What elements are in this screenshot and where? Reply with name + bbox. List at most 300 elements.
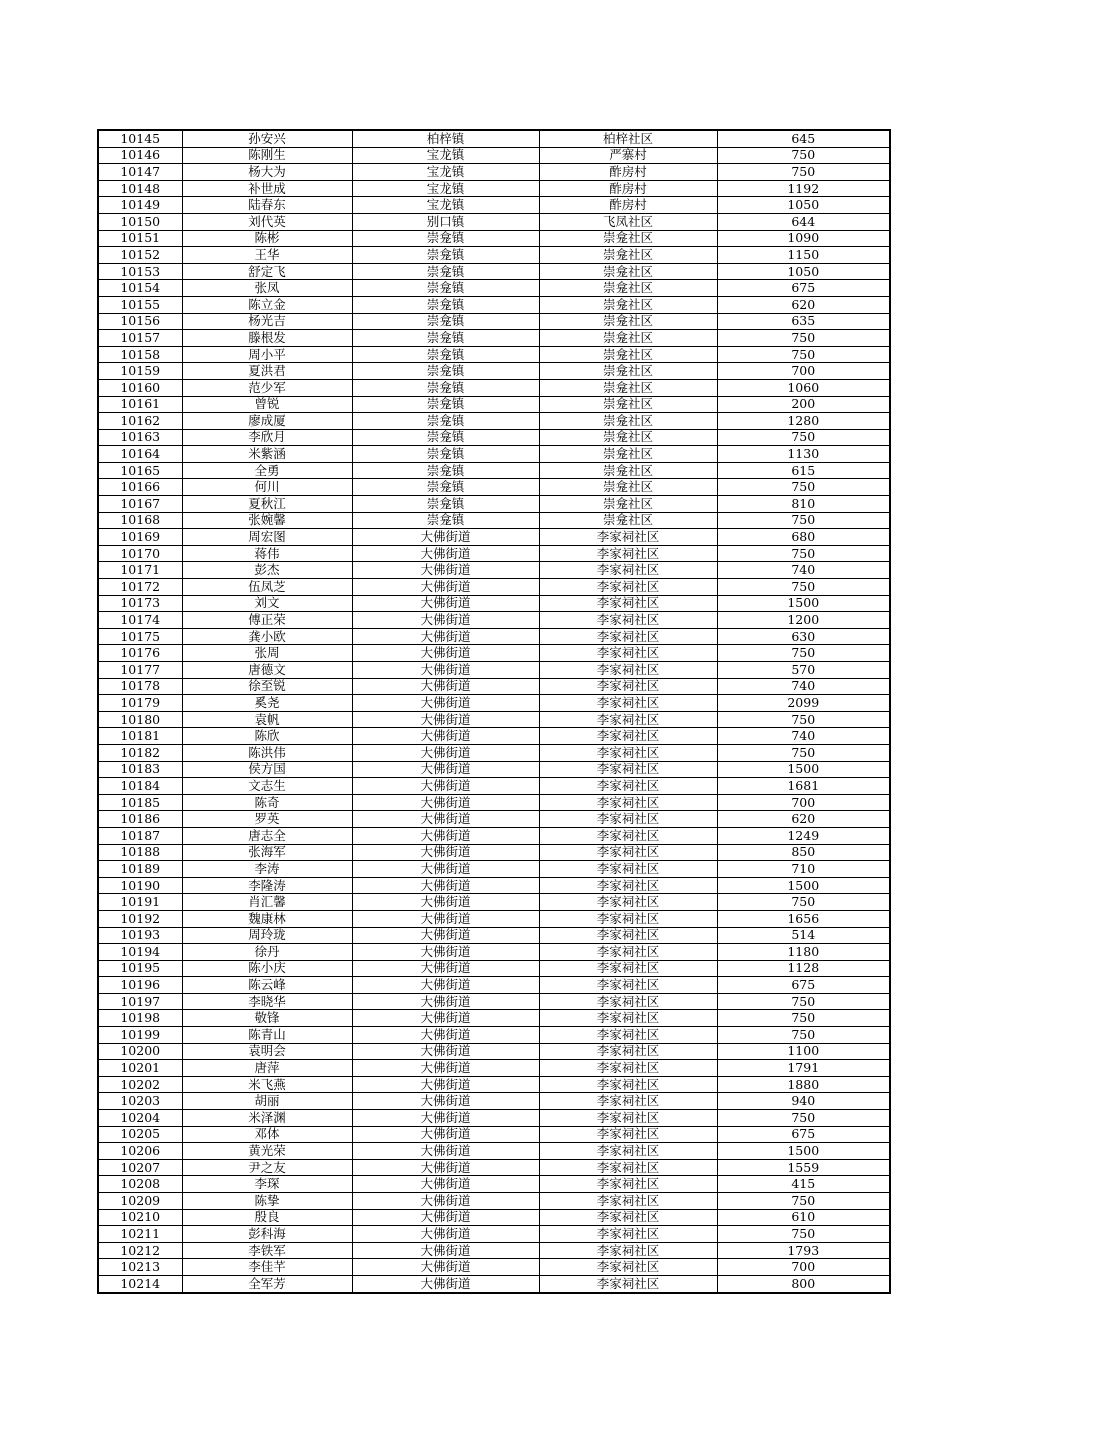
community-cell: 崇龛社区 xyxy=(539,263,717,280)
name-cell: 全勇 xyxy=(182,462,352,479)
name-cell: 徐丹 xyxy=(182,944,352,961)
table-row xyxy=(98,230,890,247)
town-cell: 大佛街道 xyxy=(352,1093,539,1110)
community-cell: 崇龛社区 xyxy=(539,379,717,396)
amount-cell: 620 xyxy=(717,296,890,313)
town-cell: 崇龛镇 xyxy=(352,379,539,396)
amount-cell: 700 xyxy=(717,1259,890,1276)
table-row xyxy=(98,164,890,181)
name-cell: 陆春东 xyxy=(182,197,352,214)
table-row xyxy=(98,960,890,977)
name-cell: 滕根发 xyxy=(182,330,352,347)
amount-cell: 1150 xyxy=(717,247,890,264)
community-cell: 李家祠社区 xyxy=(539,1193,717,1210)
name-cell: 孙安兴 xyxy=(182,130,352,147)
community-cell: 李家祠社区 xyxy=(539,645,717,662)
name-cell: 龚小欧 xyxy=(182,628,352,645)
community-cell: 李家祠社区 xyxy=(539,910,717,927)
town-cell: 大佛街道 xyxy=(352,711,539,728)
data-table xyxy=(97,129,891,1294)
community-cell: 李家祠社区 xyxy=(539,1275,717,1292)
amount-cell: 750 xyxy=(717,479,890,496)
table-row xyxy=(98,1193,890,1210)
name-cell: 米飞燕 xyxy=(182,1076,352,1093)
name-cell: 罗英 xyxy=(182,811,352,828)
table-row xyxy=(98,280,890,297)
amount-cell: 615 xyxy=(717,462,890,479)
amount-cell: 750 xyxy=(717,147,890,164)
amount-cell: 1656 xyxy=(717,910,890,927)
amount-cell: 750 xyxy=(717,429,890,446)
name-cell: 周小平 xyxy=(182,346,352,363)
town-cell: 大佛街道 xyxy=(352,1242,539,1259)
amount-cell: 1791 xyxy=(717,1060,890,1077)
community-cell: 酢房村 xyxy=(539,164,717,181)
community-cell: 李家祠社区 xyxy=(539,711,717,728)
table-row xyxy=(98,861,890,878)
record-id-cell: 10208 xyxy=(98,1176,182,1193)
name-cell: 陈云峰 xyxy=(182,977,352,994)
town-cell: 大佛街道 xyxy=(352,794,539,811)
amount-cell: 740 xyxy=(717,678,890,695)
table-row xyxy=(98,678,890,695)
table-row xyxy=(98,844,890,861)
community-cell: 崇龛社区 xyxy=(539,512,717,529)
town-cell: 大佛街道 xyxy=(352,1060,539,1077)
town-cell: 别口镇 xyxy=(352,213,539,230)
record-id-cell: 10207 xyxy=(98,1159,182,1176)
name-cell: 陈青山 xyxy=(182,1027,352,1044)
name-cell: 李琛 xyxy=(182,1176,352,1193)
town-cell: 大佛街道 xyxy=(352,595,539,612)
table-row xyxy=(98,662,890,679)
record-id-cell: 10192 xyxy=(98,910,182,927)
name-cell: 陈立金 xyxy=(182,296,352,313)
record-id-cell: 10193 xyxy=(98,927,182,944)
table-row xyxy=(98,794,890,811)
name-cell: 胡丽 xyxy=(182,1093,352,1110)
table-row xyxy=(98,197,890,214)
amount-cell: 1500 xyxy=(717,595,890,612)
town-cell: 大佛街道 xyxy=(352,545,539,562)
amount-cell: 850 xyxy=(717,844,890,861)
town-cell: 大佛街道 xyxy=(352,894,539,911)
record-id-cell: 10180 xyxy=(98,711,182,728)
community-cell: 李家祠社区 xyxy=(539,728,717,745)
amount-cell: 1060 xyxy=(717,379,890,396)
name-cell: 伍凤芝 xyxy=(182,579,352,596)
community-cell: 李家祠社区 xyxy=(539,562,717,579)
record-id-cell: 10205 xyxy=(98,1126,182,1143)
table-row xyxy=(98,479,890,496)
amount-cell: 200 xyxy=(717,396,890,413)
amount-cell: 750 xyxy=(717,579,890,596)
record-id-cell: 10145 xyxy=(98,130,182,147)
record-id-cell: 10170 xyxy=(98,545,182,562)
community-cell: 李家祠社区 xyxy=(539,662,717,679)
town-cell: 大佛街道 xyxy=(352,960,539,977)
name-cell: 殷良 xyxy=(182,1209,352,1226)
record-id-cell: 10151 xyxy=(98,230,182,247)
table-row xyxy=(98,379,890,396)
amount-cell: 710 xyxy=(717,861,890,878)
community-cell: 崇龛社区 xyxy=(539,346,717,363)
name-cell: 唐德文 xyxy=(182,662,352,679)
community-cell: 李家祠社区 xyxy=(539,1093,717,1110)
record-id-cell: 10154 xyxy=(98,280,182,297)
table-row xyxy=(98,645,890,662)
table-row xyxy=(98,628,890,645)
amount-cell: 1050 xyxy=(717,263,890,280)
table-row xyxy=(98,1043,890,1060)
community-cell: 李家祠社区 xyxy=(539,1143,717,1160)
name-cell: 杨大为 xyxy=(182,164,352,181)
record-id-cell: 10176 xyxy=(98,645,182,662)
town-cell: 崇龛镇 xyxy=(352,280,539,297)
name-cell: 袁明会 xyxy=(182,1043,352,1060)
community-cell: 崇龛社区 xyxy=(539,313,717,330)
amount-cell: 750 xyxy=(717,894,890,911)
town-cell: 大佛街道 xyxy=(352,944,539,961)
community-cell: 崇龛社区 xyxy=(539,462,717,479)
record-id-cell: 10201 xyxy=(98,1060,182,1077)
community-cell: 李家祠社区 xyxy=(539,612,717,629)
record-id-cell: 10164 xyxy=(98,446,182,463)
table-row xyxy=(98,827,890,844)
community-cell: 李家祠社区 xyxy=(539,529,717,546)
community-cell: 李家祠社区 xyxy=(539,944,717,961)
town-cell: 大佛街道 xyxy=(352,861,539,878)
name-cell: 唐萍 xyxy=(182,1060,352,1077)
town-cell: 大佛街道 xyxy=(352,744,539,761)
amount-cell: 750 xyxy=(717,1027,890,1044)
table-row xyxy=(98,977,890,994)
record-id-cell: 10197 xyxy=(98,993,182,1010)
table-row xyxy=(98,296,890,313)
table-row xyxy=(98,446,890,463)
name-cell: 肖汇馨 xyxy=(182,894,352,911)
town-cell: 宝龙镇 xyxy=(352,164,539,181)
town-cell: 大佛街道 xyxy=(352,1193,539,1210)
record-id-cell: 10163 xyxy=(98,429,182,446)
table-row xyxy=(98,695,890,712)
community-cell: 李家祠社区 xyxy=(539,678,717,695)
name-cell: 李晓华 xyxy=(182,993,352,1010)
table-row xyxy=(98,894,890,911)
table-row xyxy=(98,579,890,596)
town-cell: 大佛街道 xyxy=(352,1176,539,1193)
town-cell: 大佛街道 xyxy=(352,1126,539,1143)
table-row xyxy=(98,744,890,761)
name-cell: 何川 xyxy=(182,479,352,496)
town-cell: 大佛街道 xyxy=(352,1159,539,1176)
record-id-cell: 10162 xyxy=(98,413,182,430)
name-cell: 李佳芊 xyxy=(182,1259,352,1276)
amount-cell: 635 xyxy=(717,313,890,330)
record-id-cell: 10199 xyxy=(98,1027,182,1044)
amount-cell: 1681 xyxy=(717,778,890,795)
town-cell: 大佛街道 xyxy=(352,927,539,944)
record-id-cell: 10169 xyxy=(98,529,182,546)
town-cell: 大佛街道 xyxy=(352,695,539,712)
record-id-cell: 10198 xyxy=(98,1010,182,1027)
town-cell: 大佛街道 xyxy=(352,662,539,679)
name-cell: 彭科海 xyxy=(182,1226,352,1243)
community-cell: 崇龛社区 xyxy=(539,413,717,430)
record-id-cell: 10183 xyxy=(98,761,182,778)
town-cell: 大佛街道 xyxy=(352,1110,539,1127)
record-id-cell: 10161 xyxy=(98,396,182,413)
town-cell: 大佛街道 xyxy=(352,844,539,861)
name-cell: 敬锋 xyxy=(182,1010,352,1027)
record-id-cell: 10174 xyxy=(98,612,182,629)
name-cell: 补世成 xyxy=(182,180,352,197)
amount-cell: 700 xyxy=(717,794,890,811)
record-id-cell: 10171 xyxy=(98,562,182,579)
town-cell: 大佛街道 xyxy=(352,811,539,828)
record-id-cell: 10172 xyxy=(98,579,182,596)
amount-cell: 1280 xyxy=(717,413,890,430)
community-cell: 李家祠社区 xyxy=(539,960,717,977)
amount-cell: 750 xyxy=(717,645,890,662)
community-cell: 李家祠社区 xyxy=(539,1027,717,1044)
record-id-cell: 10177 xyxy=(98,662,182,679)
table-row xyxy=(98,363,890,380)
table-row xyxy=(98,1076,890,1093)
table-row xyxy=(98,529,890,546)
record-id-cell: 10194 xyxy=(98,944,182,961)
community-cell: 崇龛社区 xyxy=(539,363,717,380)
community-cell: 李家祠社区 xyxy=(539,1126,717,1143)
town-cell: 大佛街道 xyxy=(352,1259,539,1276)
table-row xyxy=(98,313,890,330)
amount-cell: 740 xyxy=(717,562,890,579)
amount-cell: 514 xyxy=(717,927,890,944)
record-id-cell: 10148 xyxy=(98,180,182,197)
community-cell: 李家祠社区 xyxy=(539,595,717,612)
amount-cell: 750 xyxy=(717,993,890,1010)
record-id-cell: 10203 xyxy=(98,1093,182,1110)
amount-cell: 750 xyxy=(717,330,890,347)
community-cell: 李家祠社区 xyxy=(539,628,717,645)
amount-cell: 1880 xyxy=(717,1076,890,1093)
record-id-cell: 10212 xyxy=(98,1242,182,1259)
community-cell: 崇龛社区 xyxy=(539,330,717,347)
amount-cell: 1128 xyxy=(717,960,890,977)
name-cell: 陈小庆 xyxy=(182,960,352,977)
community-cell: 崇龛社区 xyxy=(539,496,717,513)
town-cell: 崇龛镇 xyxy=(352,446,539,463)
table-body xyxy=(98,130,890,1293)
table-row xyxy=(98,263,890,280)
record-id-cell: 10160 xyxy=(98,379,182,396)
name-cell: 杨光吉 xyxy=(182,313,352,330)
record-id-cell: 10213 xyxy=(98,1259,182,1276)
record-id-cell: 10189 xyxy=(98,861,182,878)
record-id-cell: 10196 xyxy=(98,977,182,994)
town-cell: 柏梓镇 xyxy=(352,130,539,147)
table-row xyxy=(98,180,890,197)
town-cell: 大佛街道 xyxy=(352,1010,539,1027)
table-row xyxy=(98,910,890,927)
record-id-cell: 10187 xyxy=(98,827,182,844)
community-cell: 李家祠社区 xyxy=(539,861,717,878)
community-cell: 李家祠社区 xyxy=(539,1159,717,1176)
record-id-cell: 10153 xyxy=(98,263,182,280)
community-cell: 李家祠社区 xyxy=(539,977,717,994)
town-cell: 大佛街道 xyxy=(352,1043,539,1060)
record-id-cell: 10173 xyxy=(98,595,182,612)
community-cell: 崇龛社区 xyxy=(539,429,717,446)
record-id-cell: 10157 xyxy=(98,330,182,347)
name-cell: 唐志全 xyxy=(182,827,352,844)
amount-cell: 740 xyxy=(717,728,890,745)
town-cell: 大佛街道 xyxy=(352,628,539,645)
community-cell: 李家祠社区 xyxy=(539,1043,717,1060)
record-id-cell: 10175 xyxy=(98,628,182,645)
town-cell: 宝龙镇 xyxy=(352,197,539,214)
table-row xyxy=(98,811,890,828)
community-cell: 李家祠社区 xyxy=(539,579,717,596)
name-cell: 魏康林 xyxy=(182,910,352,927)
town-cell: 崇龛镇 xyxy=(352,363,539,380)
amount-cell: 750 xyxy=(717,1226,890,1243)
name-cell: 陈挚 xyxy=(182,1193,352,1210)
town-cell: 大佛街道 xyxy=(352,678,539,695)
amount-cell: 1050 xyxy=(717,197,890,214)
table-row xyxy=(98,496,890,513)
name-cell: 范少军 xyxy=(182,379,352,396)
community-cell: 酢房村 xyxy=(539,180,717,197)
community-cell: 李家祠社区 xyxy=(539,844,717,861)
table-row xyxy=(98,761,890,778)
record-id-cell: 10167 xyxy=(98,496,182,513)
record-id-cell: 10185 xyxy=(98,794,182,811)
name-cell: 袁帆 xyxy=(182,711,352,728)
record-id-cell: 10200 xyxy=(98,1043,182,1060)
record-id-cell: 10165 xyxy=(98,462,182,479)
record-id-cell: 10150 xyxy=(98,213,182,230)
name-cell: 舒定飞 xyxy=(182,263,352,280)
town-cell: 大佛街道 xyxy=(352,910,539,927)
community-cell: 李家祠社区 xyxy=(539,811,717,828)
name-cell: 陈奇 xyxy=(182,794,352,811)
amount-cell: 750 xyxy=(717,1193,890,1210)
name-cell: 侯方国 xyxy=(182,761,352,778)
community-cell: 崇龛社区 xyxy=(539,446,717,463)
town-cell: 大佛街道 xyxy=(352,1226,539,1243)
town-cell: 崇龛镇 xyxy=(352,512,539,529)
table-row xyxy=(98,993,890,1010)
amount-cell: 1180 xyxy=(717,944,890,961)
community-cell: 李家祠社区 xyxy=(539,744,717,761)
table-row xyxy=(98,462,890,479)
name-cell: 张婉馨 xyxy=(182,512,352,529)
community-cell: 李家祠社区 xyxy=(539,1110,717,1127)
community-cell: 李家祠社区 xyxy=(539,761,717,778)
town-cell: 大佛街道 xyxy=(352,728,539,745)
amount-cell: 645 xyxy=(717,130,890,147)
record-id-cell: 10191 xyxy=(98,894,182,911)
town-cell: 崇龛镇 xyxy=(352,413,539,430)
amount-cell: 675 xyxy=(717,977,890,994)
community-cell: 柏梓社区 xyxy=(539,130,717,147)
name-cell: 张凤 xyxy=(182,280,352,297)
amount-cell: 1100 xyxy=(717,1043,890,1060)
record-id-cell: 10206 xyxy=(98,1143,182,1160)
town-cell: 崇龛镇 xyxy=(352,429,539,446)
amount-cell: 750 xyxy=(717,346,890,363)
table-row xyxy=(98,247,890,264)
name-cell: 曾锐 xyxy=(182,396,352,413)
town-cell: 宝龙镇 xyxy=(352,147,539,164)
table-row xyxy=(98,612,890,629)
town-cell: 崇龛镇 xyxy=(352,462,539,479)
community-cell: 李家祠社区 xyxy=(539,1226,717,1243)
table-row xyxy=(98,512,890,529)
amount-cell: 620 xyxy=(717,811,890,828)
amount-cell: 750 xyxy=(717,545,890,562)
name-cell: 蒋伟 xyxy=(182,545,352,562)
table-row xyxy=(98,927,890,944)
name-cell: 黄光荣 xyxy=(182,1143,352,1160)
amount-cell: 675 xyxy=(717,1126,890,1143)
community-cell: 崇龛社区 xyxy=(539,396,717,413)
community-cell: 李家祠社区 xyxy=(539,927,717,944)
table-row xyxy=(98,545,890,562)
town-cell: 崇龛镇 xyxy=(352,313,539,330)
name-cell: 张海军 xyxy=(182,844,352,861)
table-row xyxy=(98,1159,890,1176)
name-cell: 刘文 xyxy=(182,595,352,612)
table-row xyxy=(98,1275,890,1292)
amount-cell: 750 xyxy=(717,512,890,529)
community-cell: 崇龛社区 xyxy=(539,479,717,496)
community-cell: 李家祠社区 xyxy=(539,894,717,911)
table-row xyxy=(98,595,890,612)
community-cell: 崇龛社区 xyxy=(539,296,717,313)
table-row xyxy=(98,1110,890,1127)
table-row xyxy=(98,1176,890,1193)
town-cell: 崇龛镇 xyxy=(352,396,539,413)
town-cell: 崇龛镇 xyxy=(352,346,539,363)
record-id-cell: 10155 xyxy=(98,296,182,313)
town-cell: 大佛街道 xyxy=(352,993,539,1010)
town-cell: 崇龛镇 xyxy=(352,263,539,280)
table-row xyxy=(98,213,890,230)
amount-cell: 750 xyxy=(717,744,890,761)
name-cell: 夏秋江 xyxy=(182,496,352,513)
amount-cell: 1500 xyxy=(717,877,890,894)
amount-cell: 1130 xyxy=(717,446,890,463)
table-row xyxy=(98,147,890,164)
record-id-cell: 10179 xyxy=(98,695,182,712)
community-cell: 李家祠社区 xyxy=(539,1010,717,1027)
amount-cell: 1192 xyxy=(717,180,890,197)
record-id-cell: 10204 xyxy=(98,1110,182,1127)
record-id-cell: 10181 xyxy=(98,728,182,745)
community-cell: 李家祠社区 xyxy=(539,1209,717,1226)
name-cell: 邓体 xyxy=(182,1126,352,1143)
name-cell: 周宏图 xyxy=(182,529,352,546)
town-cell: 崇龛镇 xyxy=(352,247,539,264)
amount-cell: 1500 xyxy=(717,1143,890,1160)
amount-cell: 940 xyxy=(717,1093,890,1110)
town-cell: 崇龛镇 xyxy=(352,479,539,496)
town-cell: 大佛街道 xyxy=(352,1143,539,1160)
name-cell: 陈彬 xyxy=(182,230,352,247)
amount-cell: 750 xyxy=(717,1110,890,1127)
